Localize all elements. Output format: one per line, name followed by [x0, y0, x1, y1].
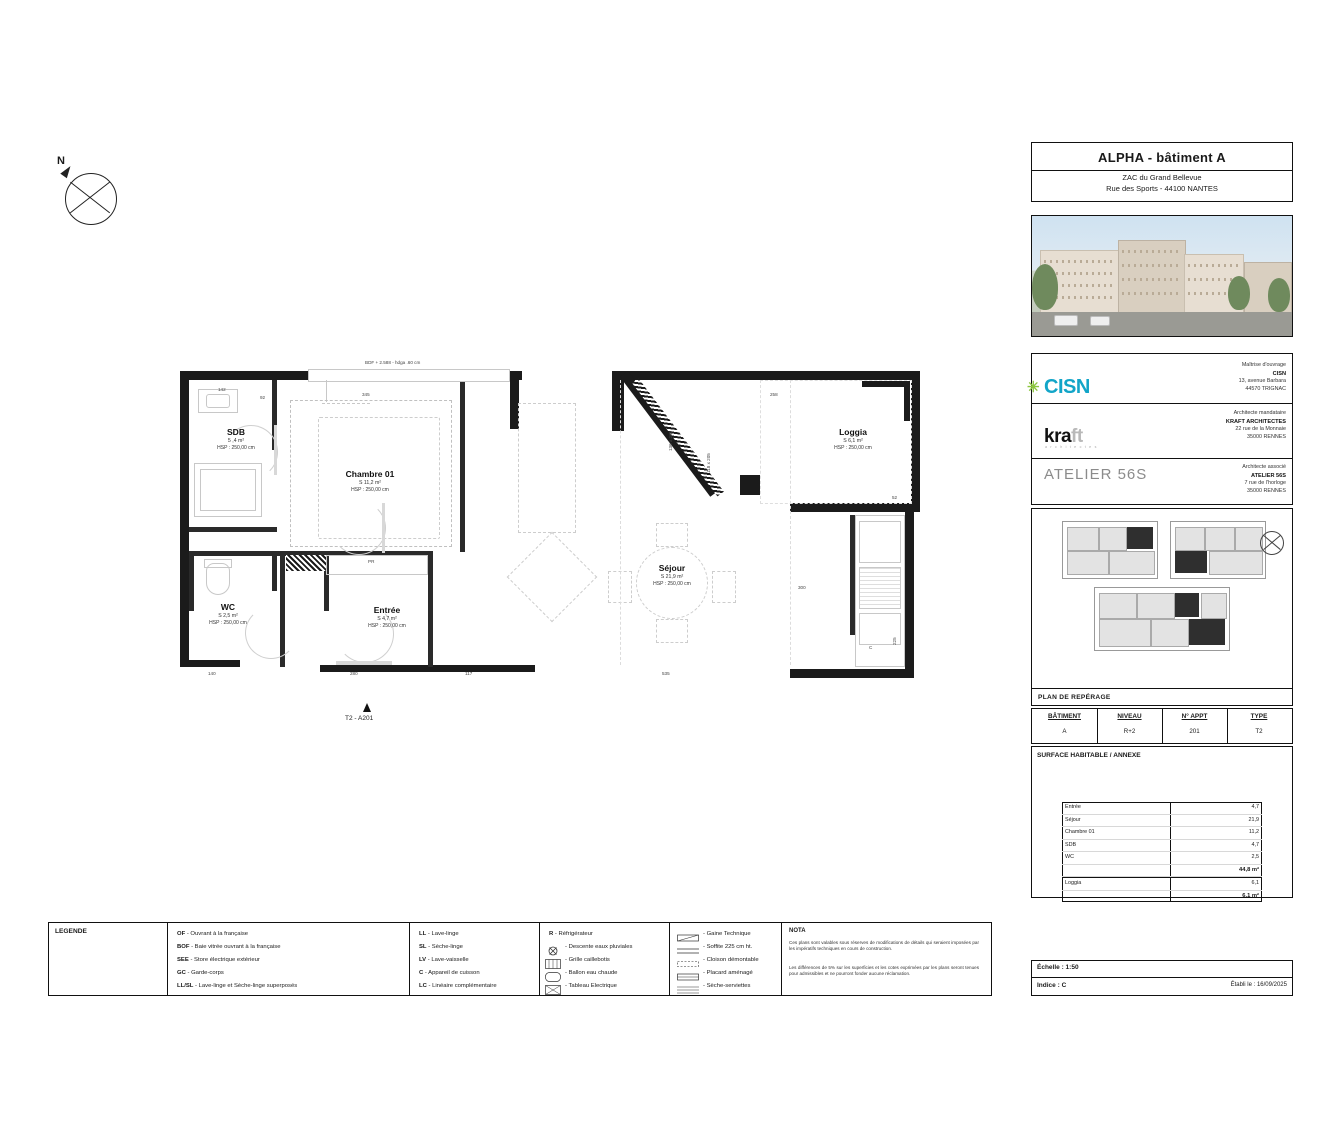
key-plan-unit [1137, 593, 1175, 619]
key-plan-mini-1 [1062, 521, 1158, 579]
legend-abbr: LC [419, 983, 427, 989]
table-row [1062, 840, 1262, 853]
loggia-corner-bracket-v [904, 381, 910, 421]
logos-divider-1 [1032, 403, 1292, 404]
render-car-2 [1090, 316, 1110, 326]
removable-partition-icon [677, 956, 699, 964]
key-plan-unit [1175, 527, 1205, 551]
legend-item [419, 931, 459, 937]
legend-item [419, 983, 497, 989]
idtable-header-appt: N° APPT [1181, 713, 1208, 720]
table-row [1062, 802, 1262, 815]
surface-row-name: Chambre 01 [1065, 829, 1095, 835]
key-plan-mini-3 [1094, 587, 1230, 651]
annex-total-value: 6,1 m² [1242, 892, 1259, 899]
surface-row-value: 4,7 [1251, 804, 1259, 810]
legend-text: - Garde-corps [187, 970, 224, 976]
key-plan-unit [1201, 593, 1227, 619]
room-name-loggia: Loggia [839, 427, 867, 437]
room-label-loggia [798, 427, 908, 452]
legend-text: - Tableau Electrique [565, 983, 617, 989]
room-hsp-entree: HSP : 250,00 cm [368, 623, 406, 630]
atelier-addr2: 35000 RENNES [1247, 487, 1286, 494]
loggia-glazing-panel [632, 378, 724, 496]
idtable-col-appt [1162, 709, 1227, 743]
kraft-logo-text-a: kra [1044, 426, 1072, 447]
dim-top-window: BDF + 2.588 - hdga .60 cm [365, 360, 421, 365]
partition-chambre-right [460, 380, 465, 552]
nota-title: NOTA [789, 928, 806, 934]
scale-line [1037, 964, 1079, 971]
room-label-chambre [302, 469, 438, 494]
key-plan-mini-2 [1170, 521, 1266, 579]
room-hsp-chambre: HSP : 250,00 cm [351, 487, 389, 494]
key-plan-unit [1235, 527, 1263, 551]
key-plan-unit [1099, 619, 1151, 647]
partition-sdb-bottom [189, 527, 277, 532]
legend-abbr: LL [419, 931, 427, 937]
legend-vline-5 [781, 923, 782, 995]
wall-right-step [790, 503, 920, 512]
cisn-addr1: 13, avenue Barbara [1238, 377, 1286, 384]
sdb-sink-bowl [206, 394, 230, 408]
dim-92: 92 [260, 395, 266, 400]
render-windows-mid-3 [1122, 278, 1180, 281]
table-row [1062, 815, 1262, 828]
legend-item [565, 983, 617, 989]
plan-reference-tag [345, 715, 373, 722]
key-plan-unit [1067, 527, 1099, 551]
annex-row-name: Loggia [1065, 880, 1082, 886]
nota-paragraph-1: Ces plans sont valables sous réserves de modifications de détails qui seraient imposées par les impératifs techniques en cours de construction. [789, 940, 979, 952]
legend-text: - Linéaire complémentaire [428, 983, 497, 989]
legend-abbr: R [549, 931, 554, 937]
legend-item [703, 931, 751, 937]
atelier-company: ATELIER 56S [1250, 472, 1286, 479]
nota-paragraph-2: Les différences de 5% sur les superficies et les cotes exprimées par les plans seront tenues pour admissibles et ne pourront fonder aucune réclamation. [789, 965, 979, 977]
cisn-logo [1027, 376, 1090, 399]
legend-text: - Appareil de cuisson [424, 970, 480, 976]
towel-dryer-icon [677, 982, 699, 990]
room-name-sdb: SDB [227, 427, 245, 437]
idtable-header-niveau: NIVEAU [1117, 713, 1142, 720]
render-tree-3 [1268, 278, 1290, 312]
table-row [1062, 852, 1262, 865]
key-plan-unit [1099, 527, 1127, 551]
kraft-company: KRAFT ARCHITECTES [1225, 418, 1286, 425]
room-surface-wc: S 2,5 m² [218, 613, 238, 620]
project-rendering [1031, 215, 1293, 337]
key-plan-unit [1209, 551, 1263, 575]
dim-535: 535 [662, 671, 670, 676]
legend-item [419, 970, 480, 976]
legend-item [565, 944, 632, 950]
legend-text: - Ouvrant à la française [186, 931, 249, 937]
entree-closet-box [326, 555, 428, 575]
idtable-value-batiment: A [1062, 728, 1067, 735]
dim-300: 300 [798, 585, 806, 590]
key-plan-unit [1151, 619, 1189, 647]
dim-140: 140 [208, 671, 216, 676]
project-name: ALPHA - bâtiment A [1098, 150, 1226, 165]
grating-icon [545, 956, 567, 964]
legend-text: - Sèche-linge [428, 944, 463, 950]
sejour-coffee-table [507, 532, 598, 623]
kraft-logo-text-b: ft [1071, 426, 1083, 447]
legend-text: - Soffite 225 cm ht. [703, 944, 753, 950]
wc-cistern [204, 559, 232, 568]
technical-duct-icon [677, 930, 699, 938]
idtable-header-batiment: BÂTIMENT [1047, 713, 1081, 720]
legend-abbr: GC [177, 970, 186, 976]
legend-text: - Baie vitrée ouvrant à la française [191, 944, 281, 950]
room-label-sejour [620, 563, 724, 588]
dim-280: 280 [350, 671, 358, 676]
dim-136: 136 x 205 [668, 430, 673, 451]
key-plan-title: PLAN DE REPÉRAGE [1038, 694, 1111, 701]
key-plan-unit [1099, 593, 1137, 619]
kraft-role: Architecte mandataire [1233, 410, 1286, 416]
wall-top-right [620, 371, 920, 380]
legend-vline-3 [539, 923, 540, 995]
legend-text: - Descente eaux pluviales [565, 944, 633, 950]
render-windows-left-1 [1044, 260, 1114, 263]
table-row [1062, 877, 1262, 891]
legend-abbr: LL/SL [177, 983, 194, 989]
scale-block [1031, 960, 1293, 996]
indice-label: Indice : [1037, 982, 1060, 989]
key-plan-highlight [1189, 619, 1225, 645]
table-row [1062, 827, 1262, 840]
legend-item [177, 957, 260, 963]
surface-row-name: Séjour [1065, 816, 1081, 823]
key-plan-unit [1109, 551, 1155, 575]
floor-plan [150, 355, 940, 700]
room-label-entree [332, 605, 442, 630]
atelier-role: Architecte associé [1242, 464, 1286, 470]
key-plan-highlight [1175, 593, 1199, 617]
cisn-star-icon: ✳ [1027, 379, 1040, 396]
room-name-wc: WC [220, 602, 236, 612]
render-windows-mid-1 [1122, 250, 1180, 253]
legend-block [48, 922, 992, 996]
legend-text: - Lave-linge [427, 931, 459, 937]
idtable-header-type: TYPE [1250, 713, 1268, 720]
entree-entry-door [336, 661, 392, 665]
plan-tag-label: T2 - A201 [345, 715, 374, 722]
legend-text: - Sèche-serviettes [703, 983, 751, 989]
annex-row-value: 6,1 [1251, 880, 1259, 886]
dim-142: 142 [218, 387, 226, 392]
render-windows-mid-4 [1122, 292, 1180, 295]
wall-right-vert-b [905, 503, 914, 678]
sejour-chair-n [656, 523, 688, 547]
logos-divider-2 [1032, 458, 1292, 459]
legend-item [177, 931, 248, 937]
title-divider [1032, 170, 1292, 171]
surface-row-value: 11,2 [1248, 829, 1259, 835]
entree-closet-label: PR [368, 559, 375, 564]
legend-item [549, 931, 593, 937]
render-windows-right-1 [1188, 264, 1238, 267]
idtable-col-batiment [1032, 709, 1097, 743]
scale-divider [1032, 977, 1292, 978]
legend-abbr: LV [419, 957, 427, 963]
room-name-chambre: Chambre 01 [345, 469, 395, 479]
legend-text: - Gaine Technique [703, 931, 751, 937]
dim-52: 52 [892, 495, 898, 500]
wall-right-vert-a [911, 371, 920, 511]
electrical-panel-icon [545, 982, 567, 990]
atelier-addr1: 7 rue de l'horloge [1244, 479, 1286, 486]
surface-title: SURFACE HABITABLE / ANNEXE [1037, 752, 1141, 759]
room-label-sdb [188, 427, 284, 452]
key-plan-unit [1205, 527, 1235, 551]
surface-row-value: 4,7 [1251, 841, 1259, 848]
render-car-1 [1054, 315, 1078, 326]
fitted-closet-icon [677, 969, 699, 977]
sejour-chair-s [656, 619, 688, 643]
legend-abbr: SL [419, 944, 427, 950]
water-heater-icon [545, 969, 567, 977]
legend-text: - Ballon eau chaude [565, 970, 618, 976]
legend-abbr: C [419, 970, 424, 976]
legend-item [177, 970, 224, 976]
room-hsp-sejour: HSP : 250,00 cm [653, 581, 691, 588]
room-surface-sdb: 5 ,4 m² [227, 438, 245, 445]
idtable-value-niveau: R+2 [1123, 728, 1136, 735]
project-address-line1: ZAC du Grand Bellevue [1122, 173, 1202, 182]
legend-item [703, 957, 759, 963]
compass-north-label: N [57, 155, 65, 167]
legend-title: LEGENDE [55, 928, 87, 935]
indice-line [1037, 982, 1066, 989]
idtable-value-type: T2 [1255, 728, 1263, 735]
legend-item [703, 983, 750, 989]
scale-label: Échelle : [1037, 964, 1064, 971]
legend-item [703, 944, 752, 950]
chambre-door-swing [332, 501, 386, 555]
legend-item [419, 957, 469, 963]
annex-total-row [1062, 891, 1262, 903]
partition-chambre-bottom [272, 551, 277, 591]
legend-vline-2 [409, 923, 410, 995]
kitchen-fridge [859, 521, 901, 563]
cisn-address [1239, 362, 1286, 394]
kraft-address [1226, 410, 1286, 442]
legend-item [565, 970, 617, 976]
legend-text: - Store électrique extérieur [190, 957, 260, 963]
key-plan-divider [1032, 688, 1292, 689]
room-surface-loggia: S 6,1 m² [843, 438, 863, 445]
room-name-sejour: Séjour [658, 563, 686, 573]
legend-abbr: BOF [177, 944, 190, 950]
dim-117: 117 [465, 671, 473, 676]
idtable-col-niveau [1097, 709, 1162, 743]
north-compass [55, 155, 125, 225]
kraft-logo-subtitle: a r c h i t e c t e s [1045, 445, 1098, 449]
sejour-grid-v1 [620, 380, 621, 665]
chambre-door-leaf [382, 503, 385, 553]
room-label-wc [176, 602, 280, 627]
atelier56s-address [1242, 464, 1286, 496]
kitchen-sink [859, 567, 901, 609]
legend-item [565, 957, 610, 963]
cisn-role: Maîtrise d'ouvrage [1241, 362, 1286, 368]
wall-bottom-right [790, 669, 914, 678]
room-hsp-wc: HSP : 250,00 cm [209, 620, 247, 627]
legend-text: - Réfrigérateur [554, 931, 593, 937]
room-surface-entree: S 4,7 m² [377, 616, 397, 623]
partners-block [1027, 353, 1293, 505]
render-tree-1 [1032, 264, 1058, 310]
scale-value: 1:50 [1065, 964, 1079, 971]
sejour-sofa [518, 403, 576, 533]
legend-text: - Lave-linge et Sèche-linge superposés [195, 983, 298, 989]
wall-bottom-left-h [180, 660, 240, 667]
legend-text: - Cloison démontable [703, 957, 759, 963]
cisn-logo-text: CISN [1044, 376, 1090, 398]
kraft-addr2: 35000 RENNES [1247, 433, 1286, 440]
room-surface-sejour: S 21,9 m² [660, 574, 684, 581]
surface-row-value: 2,5 [1251, 854, 1259, 860]
surface-row-value: 21,9 [1248, 816, 1259, 823]
surface-table [1062, 802, 1262, 902]
legend-abbr: SEE [177, 957, 189, 963]
indice-value: C [1061, 982, 1067, 989]
wall-top-left [180, 371, 308, 380]
dim-345: 345 [362, 392, 370, 397]
idtable-value-appt: 201 [1189, 728, 1200, 735]
room-hsp-sdb: HSP : 250,00 cm [217, 445, 255, 452]
established-date: Établi le : 16/09/2025 [1230, 982, 1287, 988]
apartment-id-table [1031, 708, 1293, 744]
surface-row-name: WC [1065, 854, 1074, 860]
key-plan-block [1031, 508, 1293, 706]
entree-closet-hatch [286, 555, 326, 571]
plan-tag-arrow-icon [363, 703, 371, 712]
wall-angled-bay-end [740, 475, 760, 495]
render-windows-mid-2 [1122, 264, 1180, 267]
render-tree-2 [1228, 276, 1250, 310]
cisn-addr2: 44570 TRIGNAC [1245, 385, 1286, 392]
soffit-icon [677, 943, 699, 951]
legend-item [703, 970, 753, 976]
idtable-col-type [1227, 709, 1291, 743]
legend-abbr: OF [177, 931, 186, 937]
loggia-corner-bracket-h [862, 381, 910, 387]
surface-total-value: 44,8 m² [1239, 866, 1259, 873]
legend-vline-1 [167, 923, 168, 995]
dim-loggia-depth: 225 [892, 637, 897, 645]
surface-total-row [1062, 865, 1262, 878]
kitchen-label-c: C [869, 645, 873, 650]
surface-row-name: Entrée [1065, 804, 1081, 810]
surface-block [1031, 746, 1293, 898]
key-plan-highlight [1127, 527, 1153, 549]
cisn-company: CISN [1272, 370, 1286, 377]
legend-text: - Placard aménagé [703, 970, 753, 976]
dim-118: 118 x 205 [706, 453, 711, 473]
legend-item [419, 944, 463, 950]
legend-vline-4 [669, 923, 670, 995]
project-title-block [1031, 142, 1293, 202]
legend-text: - Lave-vaisselle [427, 957, 469, 963]
atelier56s-logo: ATELIER 56S [1044, 466, 1148, 483]
room-surface-chambre: S 11,2 m² [358, 480, 382, 487]
room-hsp-loggia: HSP : 250,00 cm [834, 445, 872, 452]
dim-258: 258 [770, 392, 778, 397]
legend-item [177, 944, 280, 950]
kraft-addr1: 22 rue de la Monnaie [1235, 425, 1286, 432]
legend-text: - Grille caillebotis [565, 957, 610, 963]
legend-item [177, 983, 297, 989]
room-name-entree: Entrée [373, 605, 401, 615]
key-plan-highlight [1175, 551, 1207, 573]
project-address-line2: Rue des Sports - 44100 NANTES [1106, 184, 1218, 193]
surface-row-name: SDB [1065, 841, 1077, 848]
key-plan-north-icon [1260, 531, 1284, 555]
key-plan-unit [1067, 551, 1109, 575]
